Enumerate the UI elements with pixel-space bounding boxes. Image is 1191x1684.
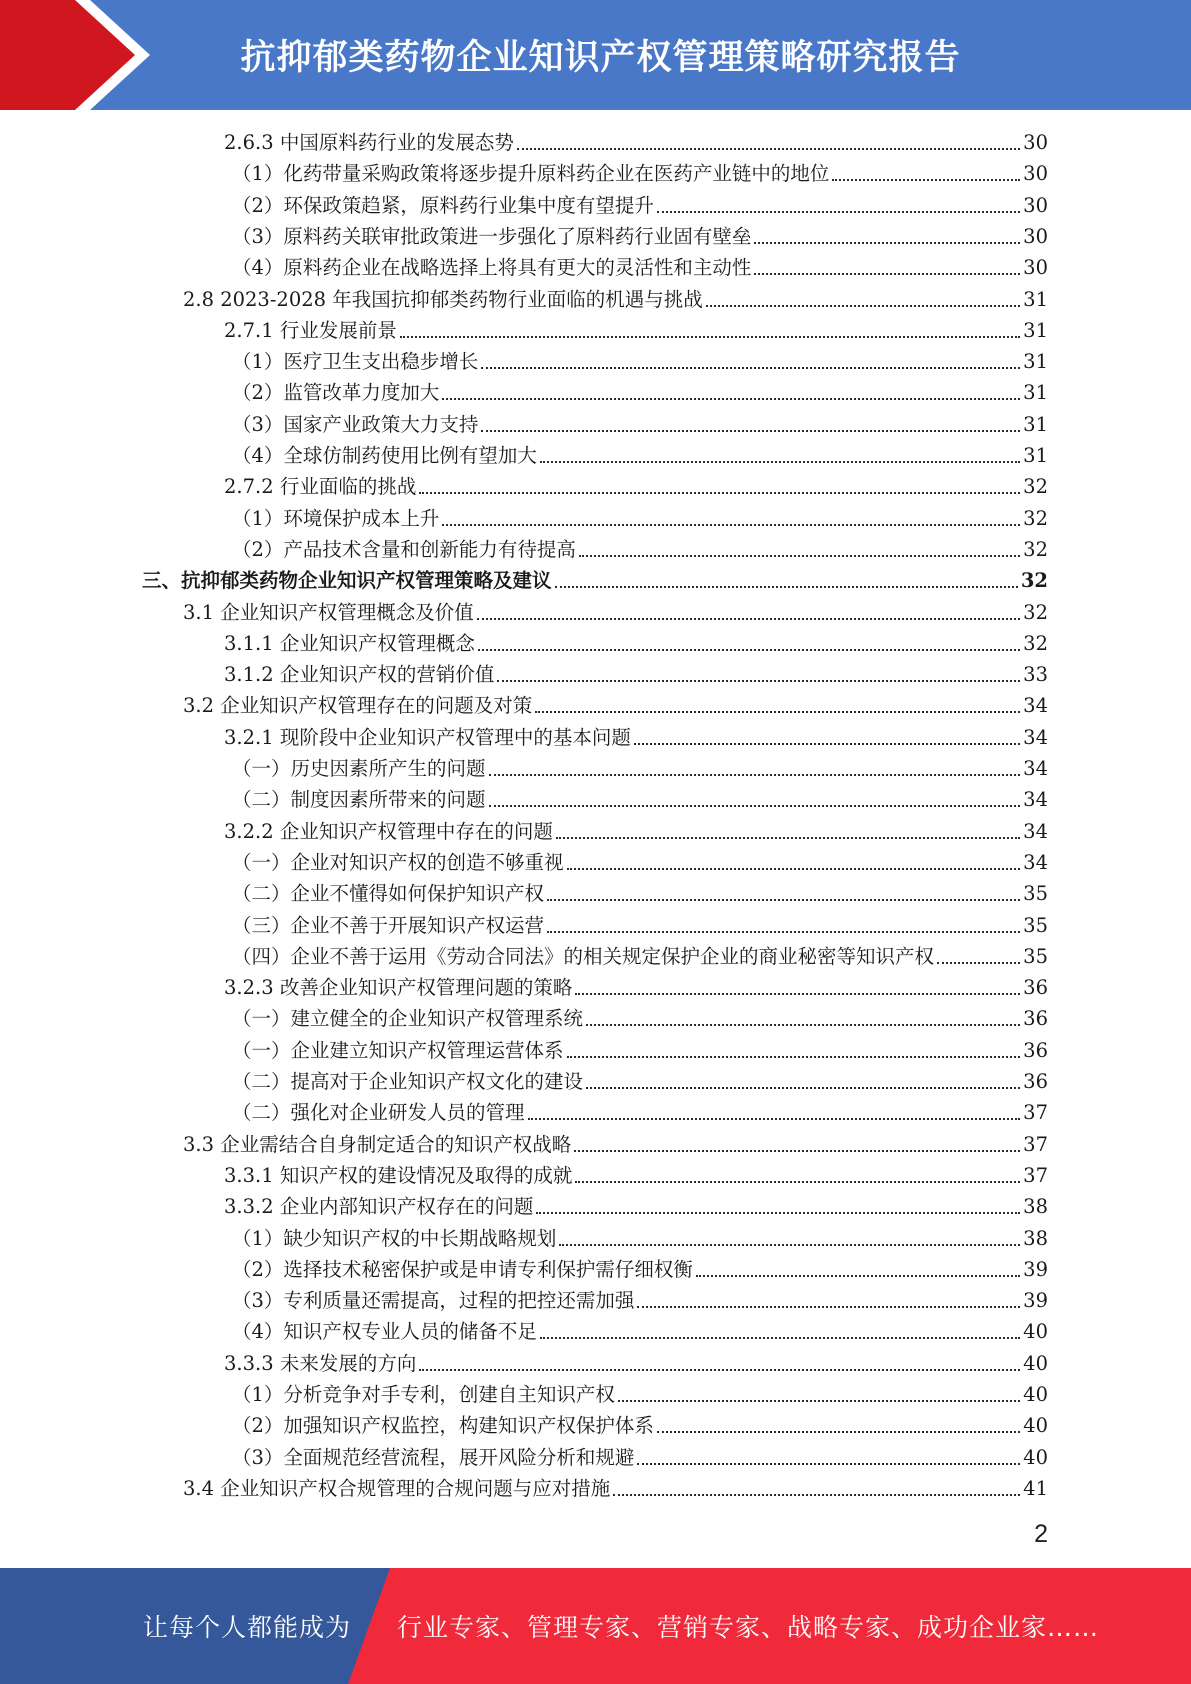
toc-leader-dots bbox=[400, 315, 1020, 346]
toc-entry-page: 40 bbox=[1023, 1414, 1048, 1438]
toc-entry[interactable] bbox=[232, 878, 1048, 909]
toc-entry-page: 34 bbox=[1023, 850, 1048, 874]
toc-leader-dots bbox=[618, 1379, 1020, 1410]
toc-entry-page: 39 bbox=[1023, 1289, 1048, 1313]
toc-entry-page: 36 bbox=[1023, 1038, 1048, 1062]
toc-entry-page: 32 bbox=[1023, 600, 1048, 624]
toc-entry-title: 2.7.2 行业面临的挑战 bbox=[224, 475, 417, 499]
footer-band bbox=[0, 1568, 1191, 1684]
toc-entry-title: （1）环境保护成本上升 bbox=[232, 506, 440, 530]
toc-entry-title: 3.1.1 企业知识产权管理概念 bbox=[224, 631, 475, 655]
toc-leader-dots bbox=[478, 628, 1020, 659]
toc-entry[interactable] bbox=[224, 628, 1048, 659]
toc-entry[interactable] bbox=[224, 722, 1048, 753]
toc-entry[interactable] bbox=[224, 1160, 1048, 1191]
toc-entry-title: 3.1 企业知识产权管理概念及价值 bbox=[183, 600, 474, 624]
toc-entry-title: （1）分析竞争对手专利，创建自主知识产权 bbox=[232, 1383, 615, 1406]
toc-leader-dots bbox=[634, 722, 1020, 753]
toc-entry-title: 3.2.3 改善企业知识产权管理问题的策略 bbox=[224, 976, 573, 1000]
toc-leader-dots bbox=[657, 190, 1020, 221]
toc-entry-title: （二）提高对于企业知识产权文化的建设 bbox=[232, 1070, 584, 1093]
toc-entry[interactable] bbox=[232, 1254, 1048, 1285]
toc-entry[interactable] bbox=[183, 1473, 1048, 1504]
toc-entry-page: 30 bbox=[1023, 193, 1048, 217]
toc-entry-title: （二）企业不懂得如何保护知识产权 bbox=[232, 882, 545, 906]
toc-entry[interactable] bbox=[232, 1066, 1048, 1097]
toc-entry-page: 31 bbox=[1023, 287, 1048, 311]
toc-leader-dots bbox=[567, 847, 1021, 878]
toc-entry-page: 31 bbox=[1023, 444, 1048, 467]
toc-entry-title: （一）企业建立知识产权管理运营体系 bbox=[232, 1038, 564, 1062]
toc-leader-dots bbox=[481, 346, 1020, 377]
toc-entry-page: 36 bbox=[1023, 1070, 1048, 1093]
toc-entry-title: 2.6.3 中国原料药行业的发展态势 bbox=[224, 131, 514, 154]
toc-leader-dots bbox=[556, 816, 1020, 847]
toc-leader-dots bbox=[442, 503, 1020, 534]
toc-entry-title: （3）专利质量还需提高，过程的把控还需加强 bbox=[232, 1289, 635, 1313]
toc-entry-page: 40 bbox=[1023, 1445, 1048, 1469]
toc-entry-title: 三、抗抑郁类药物企业知识产权管理策略及建议 bbox=[142, 569, 552, 593]
toc-entry-page: 36 bbox=[1023, 976, 1048, 1000]
toc-entry-page: 30 bbox=[1023, 224, 1048, 248]
toc-entry[interactable] bbox=[232, 1285, 1048, 1316]
toc-entry[interactable] bbox=[232, 1223, 1048, 1254]
toc-entry-title: （2）产品技术含量和创新能力有待提高 bbox=[232, 537, 576, 561]
toc-leader-dots bbox=[419, 1348, 1020, 1379]
toc-leader-dots bbox=[613, 1473, 1020, 1504]
toc-entry-page: 40 bbox=[1023, 1320, 1048, 1344]
toc-leader-dots bbox=[574, 1129, 1020, 1160]
toc-leader-dots bbox=[575, 1160, 1020, 1191]
toc-entry-title: 3.4 企业知识产权合规管理的合规问题与应对措施 bbox=[183, 1476, 611, 1500]
toc-entry-title: 2.7.1 行业发展前景 bbox=[224, 318, 397, 342]
toc-entry-title: （4）原料药企业在战略选择上将具有更大的灵活性和主动性 bbox=[232, 256, 752, 280]
toc-entry[interactable] bbox=[183, 284, 1048, 315]
toc-entry-title: （三）企业不善于开展知识产权运营 bbox=[232, 913, 545, 937]
toc-entry-page: 40 bbox=[1023, 1351, 1048, 1375]
toc-leader-dots bbox=[657, 1410, 1020, 1441]
toc-leader-dots bbox=[637, 1285, 1020, 1316]
toc-entry-page: 39 bbox=[1023, 1257, 1048, 1281]
toc-entry-title: （2）环保政策趋紧，原料药行业集中度有望提升 bbox=[232, 193, 654, 217]
toc-leader-dots bbox=[937, 941, 1020, 972]
toc-leader-dots bbox=[535, 690, 1020, 721]
toc-entry-title: （四）企业不善于运用《劳动合同法》的相关规定保护企业的商业秘密等知识产权 bbox=[232, 944, 935, 968]
toc-entry-title: （一）历史因素所产生的问题 bbox=[232, 757, 486, 780]
toc-leader-dots bbox=[547, 878, 1020, 909]
toc-leader-dots bbox=[528, 1097, 1021, 1128]
toc-entry-page: 36 bbox=[1023, 1007, 1048, 1031]
toc-leader-dots bbox=[579, 534, 1020, 565]
toc-entry[interactable] bbox=[232, 503, 1048, 534]
report-title: 抗抑郁类药物企业知识产权管理策略研究报告 bbox=[240, 38, 961, 78]
toc-entry[interactable] bbox=[232, 252, 1048, 283]
toc-entry[interactable] bbox=[224, 127, 1048, 158]
toc-leader-dots bbox=[481, 409, 1020, 440]
toc-entry-page: 34 bbox=[1023, 725, 1048, 749]
toc-leader-dots bbox=[540, 1316, 1020, 1347]
toc-entry-title: （1）医疗卫生支出稳步增长 bbox=[232, 350, 479, 374]
toc-entry-title: （3）原料药关联审批政策进一步强化了原料药行业固有壁垒 bbox=[232, 224, 752, 248]
toc-entry-title: 2.8 2023-2028 年我国抗抑郁类药物行业面临的机遇与挑战 bbox=[183, 287, 703, 311]
toc-entry-title: （2）选择技术秘密保护或是申请专利保护需仔细权衡 bbox=[232, 1257, 693, 1281]
toc-entry-title: （一）企业对知识产权的创造不够重视 bbox=[232, 850, 564, 874]
toc-entry[interactable] bbox=[232, 221, 1048, 252]
toc-entry[interactable] bbox=[232, 1316, 1048, 1347]
toc-entry-page: 38 bbox=[1023, 1195, 1048, 1219]
toc-entry[interactable] bbox=[232, 1035, 1048, 1066]
toc-entry-page: 34 bbox=[1023, 788, 1048, 812]
toc-leader-dots bbox=[497, 659, 1020, 690]
toc-entry-title: 3.1.2 企业知识产权的营销价值 bbox=[224, 663, 495, 687]
toc-leader-dots bbox=[832, 158, 1020, 189]
toc-entry[interactable] bbox=[232, 346, 1048, 377]
toc-leader-dots bbox=[477, 597, 1020, 628]
toc-entry-page: 32 bbox=[1023, 537, 1048, 561]
toc-entry-title: （二）制度因素所带来的问题 bbox=[232, 788, 486, 812]
toc-leader-dots bbox=[489, 784, 1021, 815]
toc-leader-dots bbox=[442, 377, 1020, 408]
toc-entry[interactable] bbox=[232, 534, 1048, 565]
toc-entry-page: 34 bbox=[1023, 757, 1048, 780]
page-number: 2 bbox=[1034, 1520, 1048, 1548]
toc-entry-title: 3.2.2 企业知识产权管理中存在的问题 bbox=[224, 819, 553, 843]
toc-entry[interactable] bbox=[142, 565, 1048, 596]
toc-entry[interactable] bbox=[183, 597, 1048, 628]
toc-entry[interactable] bbox=[224, 471, 1048, 502]
toc-entry-title: （2）监管改革力度加大 bbox=[232, 381, 440, 405]
toc-entry-title: （1）化药带量采购政策将逐步提升原料药企业在医药产业链中的地位 bbox=[232, 162, 830, 186]
toc-entry-page: 37 bbox=[1023, 1101, 1048, 1125]
toc-entry-page: 31 bbox=[1023, 412, 1048, 436]
toc-entry-title: 3.3.3 未来发展的方向 bbox=[224, 1351, 417, 1375]
toc-entry[interactable] bbox=[224, 972, 1048, 1003]
toc-leader-dots bbox=[419, 471, 1020, 502]
toc-entry[interactable] bbox=[183, 1129, 1048, 1160]
footer-slogan-right: 行业专家、管理专家、营销专家、战略专家、成功企业家…… bbox=[397, 1613, 1100, 1642]
toc-entry-page: 40 bbox=[1023, 1383, 1048, 1406]
toc-entry[interactable] bbox=[232, 440, 1048, 471]
toc-entry-page: 38 bbox=[1023, 1226, 1048, 1250]
toc-leader-dots bbox=[637, 1442, 1020, 1473]
toc-entry-title: （一）建立健全的企业知识产权管理系统 bbox=[232, 1007, 584, 1031]
toc-leader-dots bbox=[754, 252, 1020, 283]
toc-entry-page: 32 bbox=[1023, 475, 1048, 499]
toc-entry-title: （1）缺少知识产权的中长期战略规划 bbox=[232, 1226, 557, 1250]
toc-entry[interactable] bbox=[232, 409, 1048, 440]
toc-leader-dots bbox=[559, 1223, 1020, 1254]
toc-entry-title: 3.2 企业知识产权管理存在的问题及对策 bbox=[183, 694, 533, 718]
toc-leader-dots bbox=[575, 972, 1020, 1003]
toc-entry-title: （3）全面规范经营流程，展开风险分析和规避 bbox=[232, 1445, 635, 1469]
toc-leader-dots bbox=[567, 1035, 1021, 1066]
toc-entry[interactable] bbox=[232, 1442, 1048, 1473]
header-band bbox=[0, 0, 1191, 110]
toc-leader-dots bbox=[586, 1003, 1020, 1034]
toc-entry[interactable] bbox=[183, 690, 1048, 721]
toc-entry-page: 31 bbox=[1023, 350, 1048, 374]
toc-entry-page: 31 bbox=[1023, 318, 1048, 342]
toc-leader-dots bbox=[754, 221, 1020, 252]
toc-entry[interactable] bbox=[232, 158, 1048, 189]
toc-entry[interactable] bbox=[224, 816, 1048, 847]
toc-leader-dots bbox=[517, 127, 1020, 158]
toc-entry[interactable] bbox=[232, 784, 1048, 815]
toc-leader-dots bbox=[489, 753, 1021, 784]
toc-leader-dots bbox=[586, 1066, 1020, 1097]
toc-entry-title: 3.3 企业需结合自身制定适合的知识产权战略 bbox=[183, 1132, 572, 1156]
toc-entry[interactable] bbox=[224, 1348, 1048, 1379]
header-arrow-decoration bbox=[0, 0, 150, 110]
toc-entry[interactable] bbox=[224, 1191, 1048, 1222]
toc-entry-page: 32 bbox=[1020, 569, 1048, 593]
toc-entry-title: 3.2.1 现阶段中企业知识产权管理中的基本问题 bbox=[224, 725, 631, 749]
toc-entry-title: 3.3.1 知识产权的建设情况及取得的成就 bbox=[224, 1163, 573, 1187]
toc-entry-title: （二）强化对企业研发人员的管理 bbox=[232, 1101, 525, 1125]
toc-entry-title: （4）知识产权专业人员的储备不足 bbox=[232, 1320, 537, 1344]
toc-entry-title: （2）加强知识产权监控，构建知识产权保护体系 bbox=[232, 1414, 654, 1438]
toc-entry-page: 35 bbox=[1023, 944, 1048, 968]
toc-entry-page: 31 bbox=[1023, 381, 1048, 405]
toc-entry[interactable] bbox=[232, 847, 1048, 878]
toc-entry-page: 41 bbox=[1023, 1476, 1048, 1500]
toc-leader-dots bbox=[555, 565, 1018, 596]
toc-entry-title: （3）国家产业政策大力支持 bbox=[232, 412, 479, 436]
toc-entry[interactable] bbox=[224, 659, 1048, 690]
toc-entry-page: 32 bbox=[1023, 631, 1048, 655]
toc-entry-page: 33 bbox=[1023, 663, 1048, 687]
toc-entry-page: 35 bbox=[1023, 882, 1048, 906]
toc-entry-page: 37 bbox=[1023, 1163, 1048, 1187]
toc-entry-title: （4）全球仿制药使用比例有望加大 bbox=[232, 444, 537, 467]
toc-entry-page: 30 bbox=[1023, 256, 1048, 280]
toc-entry[interactable] bbox=[232, 1097, 1048, 1128]
toc-leader-dots bbox=[540, 440, 1020, 471]
toc-entry-page: 30 bbox=[1023, 162, 1048, 186]
toc-entry-title: 3.3.2 企业内部知识产权存在的问题 bbox=[224, 1195, 534, 1219]
toc-entry[interactable] bbox=[232, 753, 1048, 784]
toc-entry[interactable] bbox=[232, 910, 1048, 941]
toc-entry-page: 34 bbox=[1023, 819, 1048, 843]
toc-leader-dots bbox=[706, 284, 1020, 315]
toc-entry[interactable] bbox=[232, 1410, 1048, 1441]
toc-entry[interactable] bbox=[232, 941, 1048, 972]
toc-entry-page: 35 bbox=[1023, 913, 1048, 937]
toc-entry[interactable] bbox=[232, 1379, 1048, 1410]
toc-entry[interactable] bbox=[232, 190, 1048, 221]
toc-entry-page: 30 bbox=[1023, 131, 1048, 154]
toc-entry[interactable] bbox=[224, 315, 1048, 346]
toc-entry[interactable] bbox=[232, 377, 1048, 408]
toc-leader-dots bbox=[696, 1254, 1020, 1285]
toc-leader-dots bbox=[536, 1191, 1020, 1222]
footer-slogan-left: 让每个人都能成为 bbox=[143, 1613, 352, 1642]
toc-entry-page: 37 bbox=[1023, 1132, 1048, 1156]
toc-leader-dots bbox=[547, 910, 1020, 941]
toc-entry-page: 34 bbox=[1023, 694, 1048, 718]
toc-entry-page: 32 bbox=[1023, 506, 1048, 530]
toc-entry[interactable] bbox=[232, 1003, 1048, 1034]
